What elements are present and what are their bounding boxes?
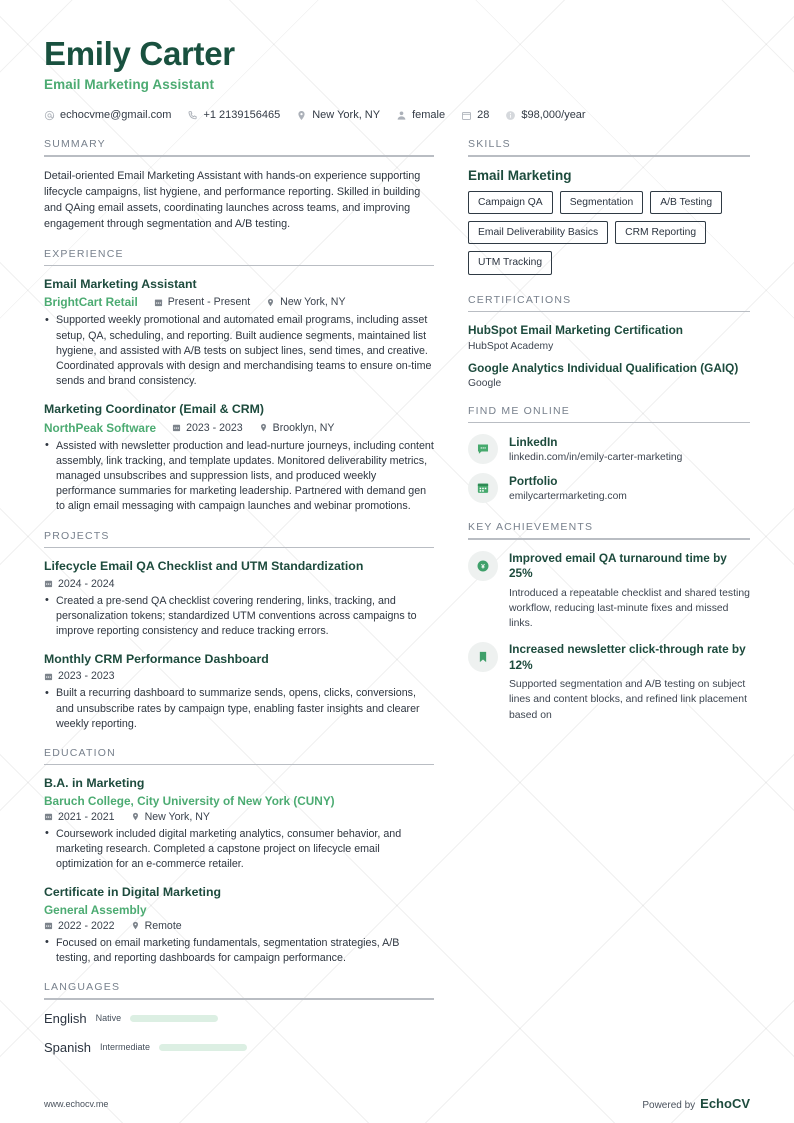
section-divider [44,998,434,1000]
location-icon [296,110,307,121]
education-location-text: New York, NY [144,810,210,823]
location-icon [131,812,140,821]
education-item [44,885,434,966]
experience-dates [172,422,243,434]
language-progress-bar [130,1015,218,1022]
experience-item [44,402,434,514]
bullet-item: • Created a pre-send QA checklist covering rendering, links, tracking, and personalization tokens; standardized UTM conventions across campaigns to improve reporting consistency and reduce tracking errors. [44,594,434,640]
left-column [44,138,434,1069]
education-dates-text: 2022 - 2022 [58,919,115,932]
skill-chip: Campaign QA [468,191,553,214]
calendar-icon [154,298,163,307]
section-divider [468,155,750,157]
skill-group-name: Email Marketing [468,167,572,183]
experience-location-text: New York, NY [280,296,346,309]
section-certifications [468,294,750,389]
education-dates [44,920,115,932]
experience-section-title: EXPERIENCE [44,247,124,260]
education-bullets [44,936,434,966]
contact-age-text: 28 [477,109,490,122]
brand-logo-text: EchoCV [700,1096,750,1111]
language-progress-bar [159,1044,247,1051]
online-link-url: emilycartermarketing.com [509,491,627,503]
experience-location [259,422,335,434]
experience-bullets [44,313,434,389]
education-location [131,811,210,823]
experience-dates-text: 2023 - 2023 [186,421,243,434]
achievement-body [509,642,750,722]
skills-section-title: SKILLS [468,138,511,151]
achievement-description: Introduced a repeatable checklist and shared testing workflow, reducing last-minute fixes and missed links. [509,588,750,630]
section-divider [468,311,750,313]
projects-section-title: PROJECTS [44,529,110,542]
section-divider [468,538,750,540]
bullet-item: • Coursework included digital marketing analytics, consumer behavior, and marketing research. Completed a capstone project on lifecycle email optimization for an e-commerce retailer. [44,827,434,873]
experience-location-text: Brooklyn, NY [272,421,335,434]
phone-icon [187,110,198,121]
key-achievements-section-title: KEY ACHIEVEMENTS [468,521,594,534]
experience-company: BrightCart Retail [44,295,138,310]
language-item [44,1040,247,1055]
contact-age [461,109,489,121]
bookmark-icon [468,642,498,672]
section-divider [44,265,434,267]
page-footer [44,1096,750,1111]
location-icon [266,298,275,307]
online-link-body [509,474,627,502]
education-bullets [44,827,434,873]
section-experience [44,248,434,515]
achievement-body [509,551,750,631]
section-summary [44,138,434,232]
right-column [468,138,750,737]
calendar-icon [44,672,53,681]
online-link-portfolio[interactable] [468,473,750,503]
section-key-achievements [468,521,750,722]
project-title: Lifecycle Email QA Checklist and UTM Standardization [44,559,364,574]
skill-chip: A/B Testing [650,191,722,214]
education-degree: Certificate in Digital Marketing [44,885,221,900]
achievement-item [468,551,750,631]
project-dates [44,670,115,682]
project-item [44,652,434,732]
certification-name: Google Analytics Individual Qualification (GAIQ) [468,360,739,375]
project-dates-text: 2023 - 2023 [58,670,115,683]
contact-phone-text: +1 2139156465 [203,109,281,122]
contact-salary-text: $98,000/year [521,109,586,122]
find-me-online-section-title: FIND ME ONLINE [468,404,570,417]
section-find-me-online [468,405,750,504]
contact-location [296,109,380,121]
certification-item [468,361,750,389]
education-degree: B.A. in Marketing [44,776,145,791]
summary-section-title: SUMMARY [44,138,106,151]
footer-site-url: www.echocv.me [44,1098,109,1109]
yen-coin-icon [468,551,498,581]
skill-chip: Email Deliverability Basics [468,221,608,244]
achievement-title: Increased newsletter click-through rate by 12% [509,642,746,672]
section-education [44,747,434,966]
language-level: Intermediate [99,1042,151,1053]
section-skills [468,138,750,274]
calendar-icon [44,812,53,821]
online-link-linkedin[interactable] [468,434,750,464]
certification-issuer: Google [468,377,502,389]
contact-email-text: echocvme@gmail.com [60,109,172,122]
section-divider [44,155,434,157]
language-item [44,1011,218,1026]
bullet-item: • Built a recurring dashboard to summarize sends, opens, clicks, conversions, and unsubscribe rates by campaign type, enabling faster insights and clearer weekly reporting. [44,686,434,732]
certification-item [468,323,750,351]
person-icon [396,110,407,121]
contact-row [44,109,750,121]
calendar-icon [172,423,181,432]
education-section-title: EDUCATION [44,746,116,759]
education-location [131,920,182,932]
bullet-item: • Assisted with newsletter production and lead-nurture journeys, including content assembly, link tracking, and template updates. Monitored deliverability metrics, managed unsubscribes and suppression lists, and produced weekly performance summaries for marketing leadership. Partnered with demand gen to align email messaging with campaign launches and webinar promotions. [44,439,434,515]
info-icon [505,110,516,121]
online-link-label: LinkedIn [509,435,558,450]
experience-dates-text: Present - Present [167,296,251,309]
skill-chip: CRM Reporting [615,221,706,244]
project-dates [44,578,115,590]
resume-header [44,36,750,121]
section-languages [44,981,434,1055]
job-role-subtitle: Email Marketing Assistant [44,77,215,93]
location-icon [131,921,140,930]
online-link-body [509,435,682,463]
calendar-icon [44,921,53,930]
section-divider [44,547,434,549]
calendar-icon [44,579,53,588]
section-divider [468,422,750,424]
page-title: Emily Carter [44,35,235,72]
languages-section-title: LANGUAGES [44,981,121,994]
project-dates-text: 2024 - 2024 [58,577,115,590]
calendar-icon [461,110,472,121]
experience-job-title: Marketing Coordinator (Email & CRM) [44,402,264,417]
education-item [44,776,434,872]
experience-bullets [44,439,434,515]
section-divider [44,764,434,766]
achievement-description: Supported segmentation and A/B testing on subject lines and content blocks, and refined link placement based on [509,679,747,721]
language-level: Native [95,1013,122,1024]
online-link-label: Portfolio [509,474,558,489]
online-link-url: linkedin.com/in/emily-carter-marketing [509,452,683,464]
section-projects [44,530,434,732]
education-school: Baruch College, City University of New York (CUNY) [44,793,335,808]
language-name: Spanish [44,1039,91,1055]
experience-location [266,296,345,308]
contact-phone [187,109,280,121]
at-icon [44,110,55,121]
footer-powered-by-label: Powered by [642,1100,696,1111]
footer-powered-by [642,1096,750,1111]
contact-salary [505,109,585,121]
language-name: English [44,1010,87,1026]
project-title: Monthly CRM Performance Dashboard [44,652,269,667]
calendar-icon [468,473,498,503]
skill-group [468,168,750,275]
contact-gender-text: female [412,109,446,122]
summary-text: Detail-oriented Email Marketing Assistant with hands-on experience supporting lifecycle campaigns, list hygiene, and performance reporting. Skilled in building and QAing email assets, coordinating launches across teams, and improving engagement through segmentation and A/B testing. [44,169,421,231]
education-dates-text: 2021 - 2021 [58,810,115,823]
education-location-text: Remote [144,919,182,932]
bullet-item: • Supported weekly promotional and automated email programs, including asset setup, QA, scheduling, and reporting. Built audience segments, maintained list hygiene, and assisted with A/B tests on subject lines, send times, and creative. Coordinated approvals with design and merchandising teams to ensure on-time sends and brand consistency. [44,313,434,389]
experience-dates [154,296,250,308]
project-item [44,559,434,639]
contact-email [44,109,171,121]
experience-item [44,277,434,389]
certification-name: HubSpot Email Marketing Certification [468,323,683,338]
skill-chip-list [468,191,750,275]
svg-text:¥: ¥ [481,563,485,571]
achievement-item [468,642,750,722]
achievement-title: Improved email QA turnaround time by 25% [509,550,727,581]
education-school: General Assembly [44,902,147,917]
experience-job-title: Email Marketing Assistant [44,277,197,292]
project-bullets [44,594,434,640]
project-bullets [44,686,434,732]
education-dates [44,811,115,823]
location-icon [259,423,268,432]
contact-gender [396,109,445,121]
skill-chip: Segmentation [560,191,644,214]
certifications-section-title: CERTIFICATIONS [468,293,572,306]
bullet-item: • Focused on email marketing fundamentals, segmentation strategies, A/B testing, and reporting dashboards for campaign performance. [44,936,434,966]
certification-issuer: HubSpot Academy [468,340,554,352]
contact-location-text: New York, NY [312,109,381,122]
experience-company: NorthPeak Software [44,420,157,435]
languages-list [44,1011,434,1055]
chat-bubble-icon [468,434,498,464]
skill-chip: UTM Tracking [468,251,552,274]
